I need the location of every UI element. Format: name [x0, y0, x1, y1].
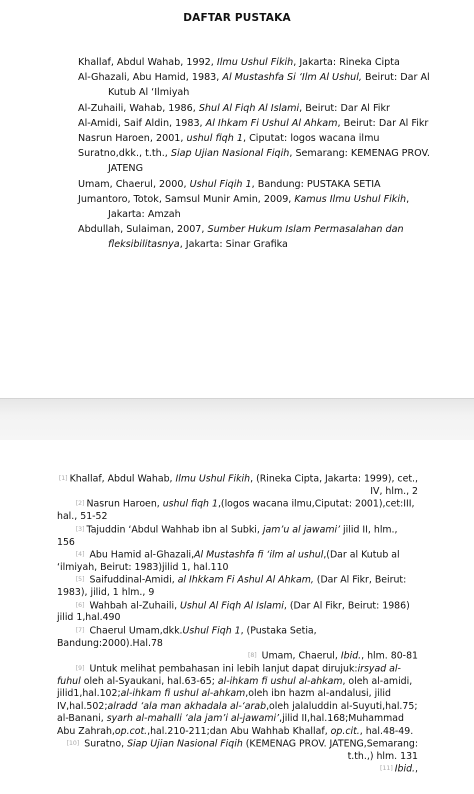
footnote: [2] Nasrun Haroen, ushul fiqh 1,(logos wacana ilmu,Ciputat: 2001),cet:III, hal., 51-52	[57, 498, 415, 523]
footnote-number-link[interactable]: [11]	[380, 765, 393, 773]
bibliography-entry: Umam, Chaerul, 2000, Ushul Fiqih 1, Bandung: PUSTAKA SETIA	[78, 178, 381, 190]
bibliography-entry: Jumantoro, Totok, Samsul Munir Amin, 2009, Kamus Ilmu Ushul Fikih, Jakarta: Amzah	[78, 193, 410, 221]
footnote: [1] Khallaf, Abdul Wahab, Ilmu Ushul Fikih, (Rineka Cipta, Jakarta: 1999), cet., IV, hlm., 2	[58, 473, 418, 497]
bibliography-title: DAFTAR PUSTAKA	[183, 12, 291, 24]
bibliography-entry: Abdullah, Sulaiman, 2007, Sumber Hukum Islam Permasalahan dan fleksibilitasnya, Jakarta: Sinar Grafika	[78, 224, 404, 251]
page-separator	[0, 398, 474, 441]
footnote-number-link[interactable]: [3]	[75, 525, 85, 533]
footnote: [11] Ibid.,	[380, 763, 418, 775]
footnotes-list	[57, 473, 418, 776]
footnote: [8] Umam, Chaerul, Ibid., hlm. 80-81	[247, 650, 418, 662]
bibliography-entry: Nasrun Haroen, 2001, ushul fiqh 1, Ciputat: logos wacana ilmu	[78, 133, 380, 145]
footnote-number-link[interactable]: [10]	[66, 740, 80, 748]
footnote-number-link[interactable]: [5]	[75, 576, 85, 584]
footnote-number-link[interactable]: [8]	[247, 652, 257, 660]
footnote-number-link[interactable]: [9]	[75, 665, 85, 673]
footnote: [5] Saifuddinal-Amidi, al Ihkkam Fi Ashul Al Ahkam, (Dar Al Fikr, Beirut: 1983), jilid, 1 hlm., 9	[57, 574, 407, 599]
footnote: [3] Tajuddin ‘Abdul Wahhab ibn al Subki, jam’u al jawami’ jilid II, hlm., 156	[57, 524, 398, 548]
bibliography-entry: Khallaf, Abdul Wahab, 1992, Ilmu Ushul Fikih, Jakarta: Rineka Cipta	[78, 57, 400, 68]
bibliography-entry: Al-Ghazali, Abu Hamid, 1983, Al Mustashfa Si ‘Ilm Al Ushul, Beirut: Dar Al Kutub Al ‘Ilmiyah	[78, 72, 430, 99]
bibliography-entry: Al-Zuhaili, Wahab, 1986, Shul Al Fiqh Al Islami, Beirut: Dar Al Fikr	[78, 102, 390, 114]
footnote-number-link[interactable]: [6]	[75, 601, 85, 609]
bibliography-entry: Suratno,dkk., t.th., Siap Ujian Nasional Fiqih, Semarang: KEMENAG PROV. JATENG	[78, 148, 430, 175]
footnote: [6] Wahbah al-Zuhaili, Ushul Al Fiqh Al Islami, (Dar Al Fikr, Beirut: 1986) jilid 1,hal.490	[57, 600, 410, 624]
footnote-number-link[interactable]: [2]	[75, 500, 85, 508]
footnote-number-link[interactable]: [7]	[75, 626, 85, 634]
footnote: [10] Suratno, Siap Ujian Nasional Fiqih (KEMENAG PROV. JATENG,Semarang: t.th.,) hlm. 131	[66, 738, 418, 762]
footnote: [4] Abu Hamid al-Ghazali,Al Mustashfa fi ‘ilm al ushul,(Dar al Kutub al ‘ilmiyah, Beirut: 1983)jilid 1, hal.110	[57, 549, 400, 573]
footnote: [7] Chaerul Umam,dkk.Ushul Fiqh 1, (Pustaka Setia, Bandung:2000).Hal.78	[57, 625, 317, 649]
bibliography-list	[78, 55, 440, 253]
footnote-number-link[interactable]: [1]	[58, 475, 68, 482]
bibliography-entry: Al-Amidi, Saif Aldin, 1983, Al Ihkam Fi Ushul Al Ahkam, Beirut: Dar Al Fikr	[78, 117, 429, 129]
footnote: [9] Untuk melihat pembahasan ini lebih lanjut dapat dirujuk:irsyad al-fuhul oleh al-Syaukani, hal.63-65; al-ihkam fi ushul al-ahkam, oleh al-amidi, jilid1,hal.102;al-ihkam fi ushul al-ahkam,oleh ibn hazm al-andalusi, jilid IV,hal.502;alradd ‘ala man akhadala al-‘arab,oleh jalaluddin al-Suyuti,hal.75; al-Banani, syarh al-mahalli ‘ala jam’i al-jawami’,jilid II,hal.168;Muhammad Abu Zahrah,op.cot.,hal.210-211;dan Abu Wahhab Khallaf, op.cit., hal.48-49.	[57, 663, 418, 737]
page-2	[0, 440, 474, 794]
footnote-number-link[interactable]: [4]	[75, 550, 85, 558]
